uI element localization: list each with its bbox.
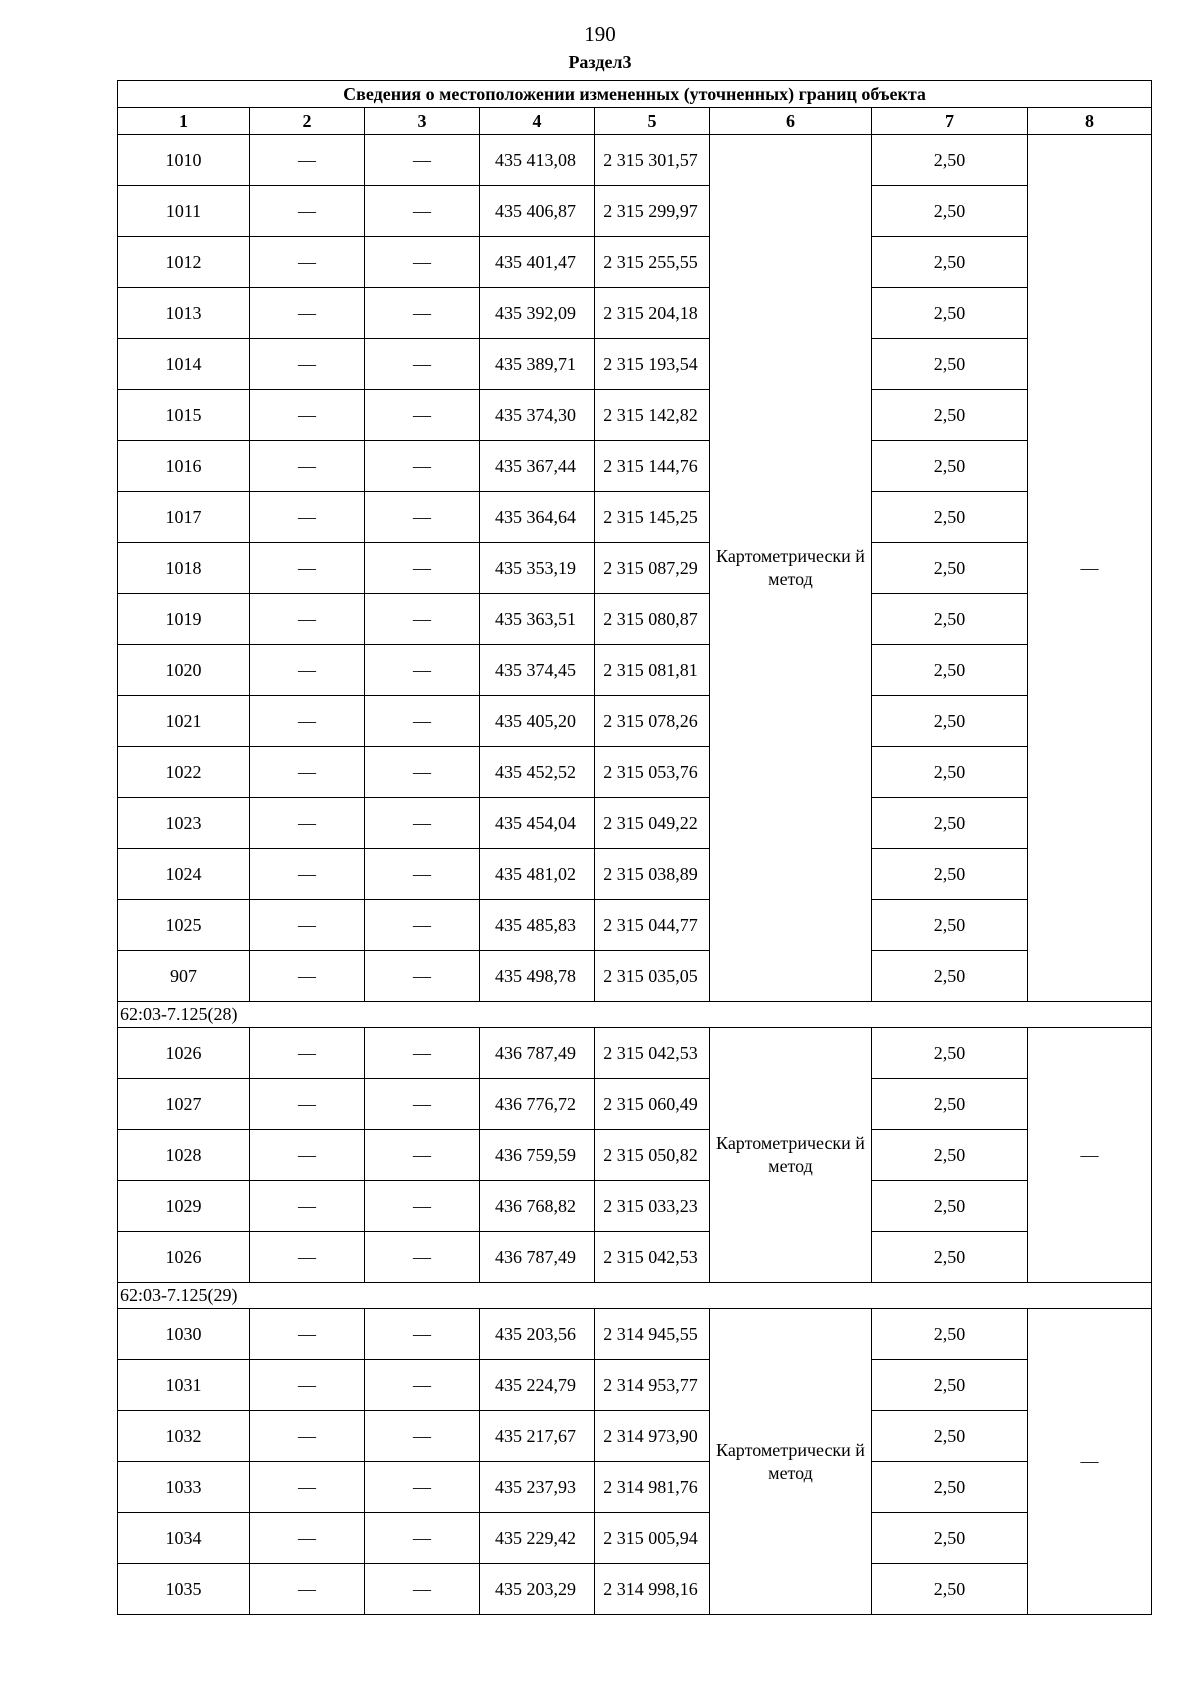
accuracy-cell: 2,50 xyxy=(872,390,1028,441)
x-coordinate-cell: 435 392,09 xyxy=(480,288,595,339)
point-number-cell: 907 xyxy=(118,951,250,1002)
accuracy-cell: 2,50 xyxy=(872,645,1028,696)
col3-dash-cell: — xyxy=(365,900,480,951)
col2-dash-cell: — xyxy=(250,900,365,951)
point-number-cell: 1032 xyxy=(118,1411,250,1462)
column-header-8: 8 xyxy=(1028,108,1152,135)
y-coordinate-cell: 2 315 038,89 xyxy=(595,849,710,900)
col3-dash-cell: — xyxy=(365,1079,480,1130)
table-row xyxy=(118,441,1152,492)
col2-dash-cell: — xyxy=(250,747,365,798)
y-coordinate-cell: 2 315 042,53 xyxy=(595,1232,710,1283)
col3-dash-cell: — xyxy=(365,1513,480,1564)
boundary-coordinates-table xyxy=(117,80,1152,1615)
accuracy-cell: 2,50 xyxy=(872,798,1028,849)
group-label: 62:03-7.125(29) xyxy=(118,1283,1152,1309)
point-number-cell: 1015 xyxy=(118,390,250,441)
y-coordinate-cell: 2 315 299,97 xyxy=(595,186,710,237)
point-number-cell: 1017 xyxy=(118,492,250,543)
col3-dash-cell: — xyxy=(365,1411,480,1462)
point-number-cell: 1020 xyxy=(118,645,250,696)
point-number-cell: 1023 xyxy=(118,798,250,849)
col2-dash-cell: — xyxy=(250,237,365,288)
x-coordinate-cell: 435 364,64 xyxy=(480,492,595,543)
x-coordinate-cell: 435 203,56 xyxy=(480,1309,595,1360)
column-header-7: 7 xyxy=(872,108,1028,135)
accuracy-cell: 2,50 xyxy=(872,696,1028,747)
accuracy-cell: 2,50 xyxy=(872,1360,1028,1411)
col2-dash-cell: — xyxy=(250,1564,365,1615)
column-header-6: 6 xyxy=(710,108,872,135)
column-header-row xyxy=(118,108,1152,135)
accuracy-cell: 2,50 xyxy=(872,1462,1028,1513)
col2-dash-cell: — xyxy=(250,594,365,645)
x-coordinate-cell: 435 363,51 xyxy=(480,594,595,645)
accuracy-cell: 2,50 xyxy=(872,747,1028,798)
col3-dash-cell: — xyxy=(365,441,480,492)
accuracy-cell: 2,50 xyxy=(872,1232,1028,1283)
point-number-cell: 1033 xyxy=(118,1462,250,1513)
col2-dash-cell: — xyxy=(250,645,365,696)
col3-dash-cell: — xyxy=(365,645,480,696)
col2-dash-cell: — xyxy=(250,1079,365,1130)
table-row xyxy=(118,1130,1152,1181)
col3-dash-cell: — xyxy=(365,288,480,339)
accuracy-cell: 2,50 xyxy=(872,1564,1028,1615)
point-number-cell: 1021 xyxy=(118,696,250,747)
column-header-4: 4 xyxy=(480,108,595,135)
y-coordinate-cell: 2 315 080,87 xyxy=(595,594,710,645)
y-coordinate-cell: 2 315 142,82 xyxy=(595,390,710,441)
table-row xyxy=(118,645,1152,696)
col3-dash-cell: — xyxy=(365,492,480,543)
point-number-cell: 1013 xyxy=(118,288,250,339)
table-row xyxy=(118,951,1152,1002)
y-coordinate-cell: 2 315 035,05 xyxy=(595,951,710,1002)
col2-dash-cell: — xyxy=(250,1360,365,1411)
table-row xyxy=(118,849,1152,900)
x-coordinate-cell: 435 367,44 xyxy=(480,441,595,492)
col2-dash-cell: — xyxy=(250,135,365,186)
col3-dash-cell: — xyxy=(365,390,480,441)
col3-dash-cell: — xyxy=(365,1462,480,1513)
accuracy-cell: 2,50 xyxy=(872,186,1028,237)
col2-dash-cell: — xyxy=(250,951,365,1002)
x-coordinate-cell: 436 776,72 xyxy=(480,1079,595,1130)
point-number-cell: 1011 xyxy=(118,186,250,237)
x-coordinate-cell: 435 481,02 xyxy=(480,849,595,900)
point-number-cell: 1028 xyxy=(118,1130,250,1181)
col3-dash-cell: — xyxy=(365,186,480,237)
col3-dash-cell: — xyxy=(365,798,480,849)
table-row xyxy=(118,1513,1152,1564)
table-row xyxy=(118,1079,1152,1130)
table-row xyxy=(118,1564,1152,1615)
col2-dash-cell: — xyxy=(250,186,365,237)
accuracy-cell: 2,50 xyxy=(872,135,1028,186)
x-coordinate-cell: 435 229,42 xyxy=(480,1513,595,1564)
x-coordinate-cell: 435 452,52 xyxy=(480,747,595,798)
accuracy-cell: 2,50 xyxy=(872,1079,1028,1130)
col2-dash-cell: — xyxy=(250,1232,365,1283)
method-cell: Картометрически й метод xyxy=(710,1309,872,1615)
col3-dash-cell: — xyxy=(365,1564,480,1615)
col2-dash-cell: — xyxy=(250,543,365,594)
col3-dash-cell: — xyxy=(365,594,480,645)
x-coordinate-cell: 435 203,29 xyxy=(480,1564,595,1615)
y-coordinate-cell: 2 314 981,76 xyxy=(595,1462,710,1513)
x-coordinate-cell: 435 389,71 xyxy=(480,339,595,390)
y-coordinate-cell: 2 315 049,22 xyxy=(595,798,710,849)
col2-dash-cell: — xyxy=(250,696,365,747)
y-coordinate-cell: 2 315 301,57 xyxy=(595,135,710,186)
table-row xyxy=(118,594,1152,645)
point-number-cell: 1018 xyxy=(118,543,250,594)
column-header-5: 5 xyxy=(595,108,710,135)
accuracy-cell: 2,50 xyxy=(872,1028,1028,1079)
col3-dash-cell: — xyxy=(365,339,480,390)
y-coordinate-cell: 2 315 060,49 xyxy=(595,1079,710,1130)
col2-dash-cell: — xyxy=(250,1411,365,1462)
point-number-cell: 1019 xyxy=(118,594,250,645)
col2-dash-cell: — xyxy=(250,798,365,849)
col2-dash-cell: — xyxy=(250,390,365,441)
group-label-row xyxy=(118,1283,1152,1309)
col3-dash-cell: — xyxy=(365,1181,480,1232)
column-header-1: 1 xyxy=(118,108,250,135)
col2-dash-cell: — xyxy=(250,1309,365,1360)
point-number-cell: 1035 xyxy=(118,1564,250,1615)
table-row xyxy=(118,237,1152,288)
y-coordinate-cell: 2 315 050,82 xyxy=(595,1130,710,1181)
point-number-cell: 1034 xyxy=(118,1513,250,1564)
table-row xyxy=(118,1309,1152,1360)
col2-dash-cell: — xyxy=(250,1513,365,1564)
y-coordinate-cell: 2 315 145,25 xyxy=(595,492,710,543)
table-row xyxy=(118,288,1152,339)
y-coordinate-cell: 2 314 998,16 xyxy=(595,1564,710,1615)
point-number-cell: 1026 xyxy=(118,1028,250,1079)
x-coordinate-cell: 435 485,83 xyxy=(480,900,595,951)
y-coordinate-cell: 2 315 204,18 xyxy=(595,288,710,339)
x-coordinate-cell: 435 401,47 xyxy=(480,237,595,288)
y-coordinate-cell: 2 314 973,90 xyxy=(595,1411,710,1462)
y-coordinate-cell: 2 315 033,23 xyxy=(595,1181,710,1232)
table-row xyxy=(118,543,1152,594)
col3-dash-cell: — xyxy=(365,951,480,1002)
x-coordinate-cell: 435 374,45 xyxy=(480,645,595,696)
method-cell: Картометрически й метод xyxy=(710,135,872,1002)
col3-dash-cell: — xyxy=(365,849,480,900)
accuracy-cell: 2,50 xyxy=(872,1513,1028,1564)
point-number-cell: 1010 xyxy=(118,135,250,186)
point-number-cell: 1016 xyxy=(118,441,250,492)
y-coordinate-cell: 2 315 044,77 xyxy=(595,900,710,951)
x-coordinate-cell: 435 237,93 xyxy=(480,1462,595,1513)
col2-dash-cell: — xyxy=(250,1181,365,1232)
y-coordinate-cell: 2 315 087,29 xyxy=(595,543,710,594)
point-number-cell: 1029 xyxy=(118,1181,250,1232)
y-coordinate-cell: 2 315 255,55 xyxy=(595,237,710,288)
col2-dash-cell: — xyxy=(250,1028,365,1079)
section-title: Раздел3 xyxy=(568,52,632,72)
col3-dash-cell: — xyxy=(365,135,480,186)
x-coordinate-cell: 436 787,49 xyxy=(480,1028,595,1079)
point-number-cell: 1012 xyxy=(118,237,250,288)
table-row xyxy=(118,747,1152,798)
accuracy-cell: 2,50 xyxy=(872,900,1028,951)
table-row xyxy=(118,696,1152,747)
x-coordinate-cell: 435 217,67 xyxy=(480,1411,595,1462)
table-row xyxy=(118,1360,1152,1411)
table-row xyxy=(118,798,1152,849)
group-label-row xyxy=(118,1002,1152,1028)
x-coordinate-cell: 436 787,49 xyxy=(480,1232,595,1283)
col3-dash-cell: — xyxy=(365,747,480,798)
col2-dash-cell: — xyxy=(250,1130,365,1181)
group-label: 62:03-7.125(28) xyxy=(118,1002,1152,1028)
col3-dash-cell: — xyxy=(365,543,480,594)
y-coordinate-cell: 2 315 081,81 xyxy=(595,645,710,696)
accuracy-cell: 2,50 xyxy=(872,339,1028,390)
y-coordinate-cell: 2 315 078,26 xyxy=(595,696,710,747)
col2-dash-cell: — xyxy=(250,1462,365,1513)
table-body xyxy=(118,135,1152,1615)
accuracy-cell: 2,50 xyxy=(872,849,1028,900)
x-coordinate-cell: 435 406,87 xyxy=(480,186,595,237)
x-coordinate-cell: 435 454,04 xyxy=(480,798,595,849)
table-row xyxy=(118,1411,1152,1462)
x-coordinate-cell: 436 759,59 xyxy=(480,1130,595,1181)
x-coordinate-cell: 435 405,20 xyxy=(480,696,595,747)
method-cell: Картометрически й метод xyxy=(710,1028,872,1283)
col2-dash-cell: — xyxy=(250,849,365,900)
point-number-cell: 1025 xyxy=(118,900,250,951)
col3-dash-cell: — xyxy=(365,1130,480,1181)
table-row xyxy=(118,339,1152,390)
point-number-cell: 1030 xyxy=(118,1309,250,1360)
y-coordinate-cell: 2 315 144,76 xyxy=(595,441,710,492)
accuracy-cell: 2,50 xyxy=(872,288,1028,339)
accuracy-cell: 2,50 xyxy=(872,1130,1028,1181)
col2-dash-cell: — xyxy=(250,288,365,339)
x-coordinate-cell: 435 224,79 xyxy=(480,1360,595,1411)
table-row xyxy=(118,1462,1152,1513)
col3-dash-cell: — xyxy=(365,1028,480,1079)
point-number-cell: 1014 xyxy=(118,339,250,390)
x-coordinate-cell: 435 413,08 xyxy=(480,135,595,186)
table-row xyxy=(118,1181,1152,1232)
col3-dash-cell: — xyxy=(365,1360,480,1411)
x-coordinate-cell: 435 374,30 xyxy=(480,390,595,441)
column-header-3: 3 xyxy=(365,108,480,135)
y-coordinate-cell: 2 314 945,55 xyxy=(595,1309,710,1360)
accuracy-cell: 2,50 xyxy=(872,543,1028,594)
accuracy-cell: 2,50 xyxy=(872,1309,1028,1360)
col2-dash-cell: — xyxy=(250,339,365,390)
col8-cell: — xyxy=(1028,135,1152,1002)
accuracy-cell: 2,50 xyxy=(872,441,1028,492)
point-number-cell: 1031 xyxy=(118,1360,250,1411)
accuracy-cell: 2,50 xyxy=(872,1181,1028,1232)
table-row xyxy=(118,390,1152,441)
x-coordinate-cell: 435 353,19 xyxy=(480,543,595,594)
y-coordinate-cell: 2 315 193,54 xyxy=(595,339,710,390)
point-number-cell: 1022 xyxy=(118,747,250,798)
accuracy-cell: 2,50 xyxy=(872,492,1028,543)
y-coordinate-cell: 2 315 053,76 xyxy=(595,747,710,798)
col3-dash-cell: — xyxy=(365,1309,480,1360)
page-number: 190 xyxy=(584,22,616,46)
y-coordinate-cell: 2 315 042,53 xyxy=(595,1028,710,1079)
col8-cell: — xyxy=(1028,1028,1152,1283)
table-row xyxy=(118,186,1152,237)
accuracy-cell: 2,50 xyxy=(872,237,1028,288)
y-coordinate-cell: 2 315 005,94 xyxy=(595,1513,710,1564)
table-row xyxy=(118,135,1152,186)
col3-dash-cell: — xyxy=(365,1232,480,1283)
point-number-cell: 1026 xyxy=(118,1232,250,1283)
accuracy-cell: 2,50 xyxy=(872,1411,1028,1462)
col3-dash-cell: — xyxy=(365,696,480,747)
point-number-cell: 1024 xyxy=(118,849,250,900)
point-number-cell: 1027 xyxy=(118,1079,250,1130)
column-header-2: 2 xyxy=(250,108,365,135)
table-row xyxy=(118,900,1152,951)
table-caption: Сведения о местоположении измененных (уточненных) границ объекта xyxy=(118,81,1152,108)
col2-dash-cell: — xyxy=(250,441,365,492)
table-row xyxy=(118,1232,1152,1283)
col3-dash-cell: — xyxy=(365,237,480,288)
accuracy-cell: 2,50 xyxy=(872,951,1028,1002)
col8-cell: — xyxy=(1028,1309,1152,1615)
table-row xyxy=(118,1028,1152,1079)
x-coordinate-cell: 436 768,82 xyxy=(480,1181,595,1232)
accuracy-cell: 2,50 xyxy=(872,594,1028,645)
col2-dash-cell: — xyxy=(250,492,365,543)
x-coordinate-cell: 435 498,78 xyxy=(480,951,595,1002)
y-coordinate-cell: 2 314 953,77 xyxy=(595,1360,710,1411)
table-row xyxy=(118,492,1152,543)
